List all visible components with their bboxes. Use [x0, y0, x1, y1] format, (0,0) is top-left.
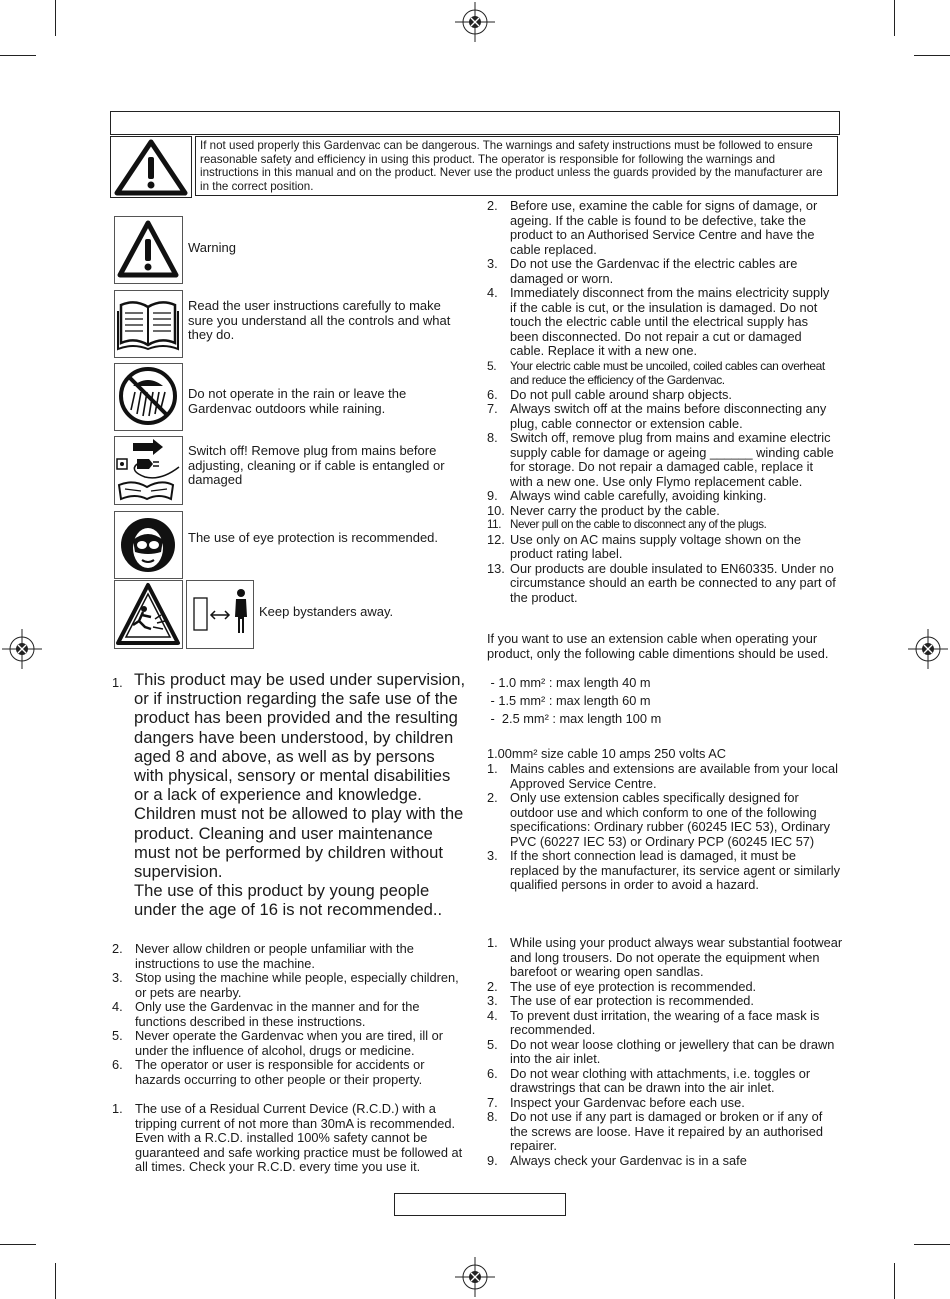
symbol-frame: [114, 363, 183, 431]
list-item: 3. The use of ear protection is recommended.: [487, 993, 754, 1008]
electrical-list-right: [487, 199, 839, 605]
list-item: 6. The operator or user is responsible for accidents or hazards occurring to other people or their property.: [112, 1057, 425, 1087]
list-item: 4. To prevent dust irritation, the wearing of a face mask is recommended.: [487, 1007, 820, 1037]
symbol-frame: [114, 290, 183, 358]
extension-intro: If you want to use an extension cable when operating your product, only the following cable dimentions should be used.: [487, 631, 829, 661]
list-item: 13. Our products are double insulated to EN60335. Under no circumstance should an earth be connected to any part of the product.: [487, 560, 836, 605]
unplug-icon: [115, 437, 181, 503]
registration-mark-icon: [2, 629, 42, 669]
crop-mark: [914, 55, 950, 56]
registration-mark-icon: [455, 2, 495, 42]
list-item: 8. Do not use if any part is damaged or broken or if any of the screws are loose. Have it repaired by an authorised repairer.: [487, 1109, 823, 1153]
children-supervision-text: This product may be used under supervision, or if instruction regarding the safe use of the product has been provided and the resulting dangers have been understood, by children aged 8 and above, as well as by persons with physical, sensory or mental disabilities or a lack of experience and knowledge. Children must not be allowed to play with the product. Cleaning and user maintenance must not be performed by children without supervision.: [134, 670, 466, 882]
list-item: 6. Do not pull cable around sharp objects.: [487, 386, 732, 402]
symbol-label: The use of eye protection is recommended.: [188, 530, 439, 545]
age-limit-text: The use of this product by young people under the age of 16 is not recommended..: [134, 881, 443, 920]
clothing-list: [487, 936, 843, 1168]
list-item: 1. The use of a Residual Current Device (R.C.D.) with a tripping current of not more than 30mA is recommended. Even with a R.C.D. installed 100% safety cannot be guaranteed and safe working practice must be followed at all times. Check your R.C.D. every time you use it.: [112, 1101, 463, 1174]
symbol-frame: [114, 436, 183, 505]
cable-size-1: - 1.0 mm² : max length 40 m: [487, 675, 651, 690]
crop-mark: [914, 1244, 950, 1245]
list-item: 11. Never pull on the cable to disconnect any of the plugs.: [487, 518, 767, 531]
list-item: 12. Use only on AC mains supply voltage shown on the product rating label.: [487, 531, 801, 561]
list-item: 4. Only use the Gardenvac in the manner and for the functions described in these instructions.: [112, 999, 420, 1029]
list-item: 3. Stop using the machine while people, especially children, or pets are nearby.: [112, 970, 459, 1000]
symbol-label: Do not operate in the rain or leave the Gardenvac outdoors while raining.: [188, 386, 407, 416]
list-text: [112, 670, 467, 920]
symbol-frame: [186, 580, 254, 649]
general-list: [112, 942, 467, 1087]
crop-mark: [894, 1263, 895, 1299]
symbol-label: Read the user instructions carefully to make sure you understand all the controls and what they do.: [188, 298, 451, 343]
intro-warning-text: If not used properly this Gardenvac can be dangerous. The warnings and safety instructions must be followed to ensure reasonable safety and efficiency in using this product. The operator is responsible for following the warnings and instructions in this manual and on the product. Never use the product unless the guards provided by the manufacturer are in the correct position.: [195, 136, 838, 196]
no-rain-icon: [115, 364, 181, 429]
list-item: 3. If the short connection lead is damaged, it must be replaced by the manufacturer, its service agent or similarly qualified persons in order to avoid a hazard.: [487, 848, 841, 892]
list-item: 5. Do not wear loose clothing or jewellery that can be drawn into the air inlet.: [487, 1036, 835, 1066]
eye-protection-icon: [115, 512, 181, 577]
list-item: 4. Immediately disconnect from the mains electricity supply if the cable is cut, or the insulation is damaged. Do not touch the electric cable until the electrical supply has been disconnected. Do not repair a cut or damaged cable. Replace it with a new one.: [487, 285, 830, 358]
list-item: 6. Do not wear clothing with attachments, i.e. toggles or drawstrings that can be drawn into the air inlet.: [487, 1065, 811, 1095]
intro-warning-frame: [110, 136, 192, 198]
symbol-frame: [114, 511, 183, 579]
crop-mark: [894, 0, 895, 36]
page-number-box: [394, 1193, 566, 1216]
symbol-frame: [114, 580, 183, 649]
list-item: 5. Your electric cable must be uncoiled, coiled cables can overheat and reduce the efficiency of the Gardenvac.: [487, 358, 825, 387]
registration-mark-icon: [908, 629, 948, 669]
list-item: 7. Always switch off at the mains before disconnecting any plug, cable connector or extension cable.: [487, 401, 827, 431]
list-item: 2. Only use extension cables specifically designed for outdoor use and which conform to one of the following specifications: Ordinary rubber (60245 IEC 53), Ordinary PVC (60227 IEC 53) or Ordinary PCP (60245 IEC 57): [487, 790, 831, 849]
bystander-distance-icon: [187, 581, 252, 647]
cable-rating: 1.00mm² size cable 10 amps 250 volts AC: [487, 746, 726, 761]
registration-mark-icon: [455, 1257, 495, 1297]
electrical-list-left: [112, 1102, 464, 1175]
symbol-label: Warning: [188, 240, 236, 255]
extension-list: [487, 762, 843, 893]
general-item-1: [112, 670, 467, 920]
symbol-frame: [114, 216, 183, 284]
crop-mark: [0, 55, 36, 56]
section-title-bar: [110, 111, 840, 135]
symbol-label: Keep bystanders away.: [259, 604, 394, 619]
list-item: 2. Before use, examine the cable for signs of damage, or ageing. If the cable is found to be defective, take the product to an Authorised Service Centre and have the cable replaced.: [487, 198, 818, 257]
crop-mark: [55, 1263, 56, 1299]
list-item: 10. Never carry the product by the cable.: [487, 502, 720, 518]
list-item: 1. Mains cables and extensions are available from your local Approved Service Centre.: [487, 761, 838, 791]
warning-triangle-icon: [111, 137, 191, 197]
list-number: 1.: [112, 675, 123, 690]
list-item: 9. Always check your Gardenvac is in a safe: [487, 1152, 747, 1168]
list-item: 3. Do not use the Gardenvac if the electric cables are damaged or worn.: [487, 256, 798, 286]
crop-mark: [55, 0, 56, 36]
cable-size-2: - 1.5 mm² : max length 60 m: [487, 693, 651, 708]
open-book-icon: [115, 291, 181, 356]
list-item: 9. Always wind cable carefully, avoiding kinking.: [487, 488, 767, 503]
list-item: 7. Inspect your Gardenvac before each use.: [487, 1094, 745, 1110]
list-item: 2. The use of eye protection is recommended.: [487, 978, 757, 994]
list-item: 2. Never allow children or people unfamiliar with the instructions to use the machine.: [112, 941, 414, 971]
warning-triangle-icon: [115, 217, 181, 282]
hazard-triangle-icon: [115, 581, 181, 647]
list-item: 1. While using your product always wear substantial footwear and long trousers. Do not operate the equipment when barefoot or wearing open sandlas.: [487, 935, 843, 979]
list-item: 8. Switch off, remove plug from mains and examine electric supply cable for damage or ageing ______ winding cable for storage. Do not repair a damaged cable, replace it with a new one. Use only Flymo replacement cable.: [487, 430, 834, 489]
cable-size-3: - 2.5 mm² : max length 100 m: [487, 711, 662, 726]
list-item: 5. Never operate the Gardenvac when you are tired, ill or under the influence of alcohol, drugs or medicine.: [112, 1028, 444, 1058]
crop-mark: [0, 1244, 36, 1245]
symbol-label: Switch off! Remove plug from mains before adjusting, cleaning or if cable is entangled or damaged: [188, 443, 445, 488]
